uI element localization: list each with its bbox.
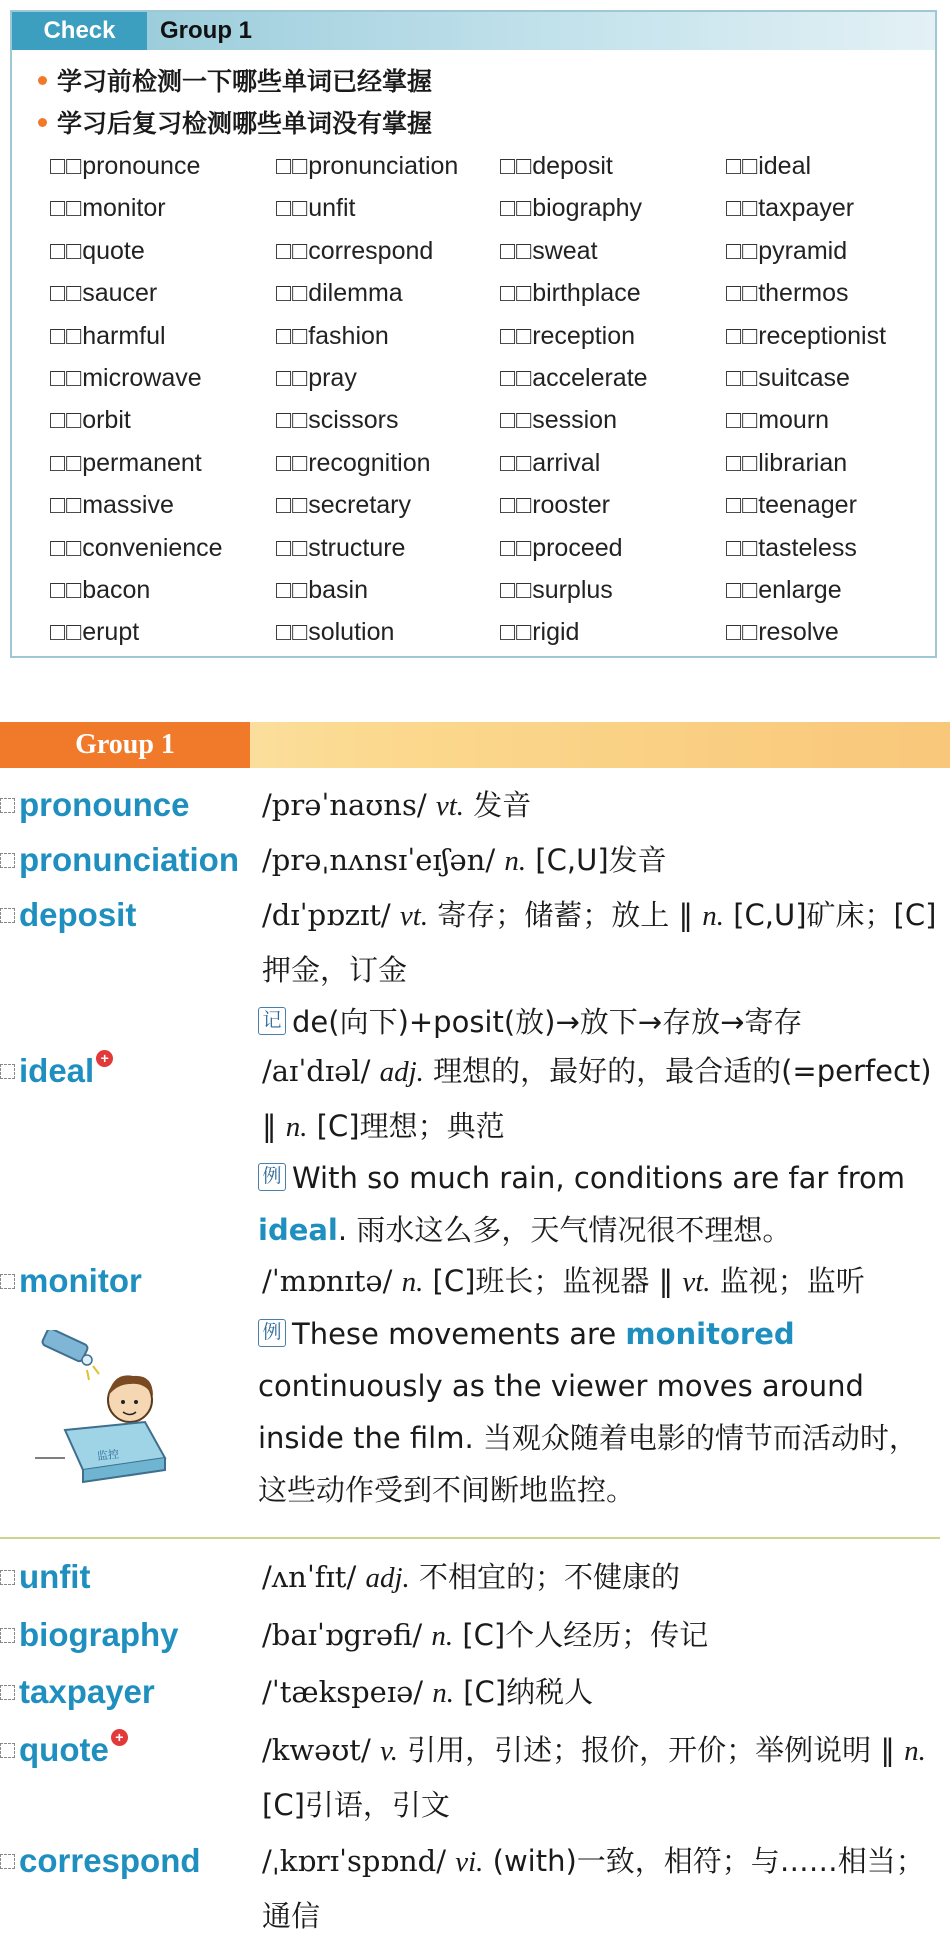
checkbox-pair-icon[interactable]: □□ [500, 321, 533, 350]
headword: pronounce [0, 786, 190, 824]
checklist-item[interactable] [50, 194, 166, 223]
checklist-word: erupt [82, 618, 140, 647]
checkbox-pair-icon[interactable]: □□ [726, 363, 759, 392]
check-tab: Check [12, 12, 147, 50]
headword: unfit [0, 1558, 90, 1596]
checklist-word: quote [82, 236, 145, 265]
checklist-item[interactable] [726, 576, 842, 605]
checklist-item[interactable] [50, 322, 166, 351]
group-banner [0, 722, 950, 768]
checklist-item[interactable] [276, 279, 403, 308]
checkbox-pair-icon[interactable]: □□ [500, 618, 533, 647]
checklist-row [50, 618, 930, 660]
checkbox-pair-icon[interactable]: □□ [276, 491, 309, 520]
checklist-item[interactable] [726, 491, 857, 520]
checkbox-pair-icon[interactable]: □□ [276, 194, 309, 223]
checklist-item[interactable] [50, 491, 174, 520]
checkbox-pair-icon[interactable]: □□ [500, 575, 533, 604]
checkbox-pair-icon[interactable]: □□ [50, 194, 83, 223]
checkbox-pair-icon[interactable]: □□ [276, 279, 309, 308]
headword: pronunciation [0, 841, 239, 879]
checklist-word: solution [308, 618, 395, 647]
headword: quote + [0, 1731, 128, 1769]
checkbox-pair-icon[interactable]: □□ [50, 152, 83, 180]
check-panel [10, 10, 937, 658]
checkbox-pair-icon[interactable]: □□ [276, 533, 309, 562]
checklist-word: mourn [758, 406, 830, 435]
checklist-word: saucer [82, 279, 158, 308]
definition: /kwəʊt/ v. 引用，引述；报价，开价；举例说明 ‖ n. [C]引语，引文 [262, 1733, 926, 1822]
checklist-item[interactable] [50, 534, 223, 563]
plus-badge-icon: + [96, 1050, 113, 1067]
checklist-item[interactable] [276, 406, 399, 435]
checkbox-icon[interactable] [0, 1743, 15, 1758]
checkbox-pair-icon[interactable]: □□ [50, 618, 83, 647]
checklist-word: arrival [532, 448, 601, 477]
checklist-word: enlarge [758, 575, 842, 604]
checklist-word: ideal [758, 152, 812, 180]
check-group-label: Group 1 [160, 17, 253, 44]
headword: taxpayer [0, 1673, 155, 1711]
checklist-word: pyramid [758, 236, 848, 265]
checklist-word: deposit [532, 152, 613, 180]
checkbox-pair-icon[interactable]: □□ [276, 448, 309, 477]
memo-line: 记 de(向下)+posit(放)→放下→存放→寄存 [258, 996, 942, 1048]
checkbox-pair-icon[interactable]: □□ [726, 491, 759, 520]
checklist-word: proceed [532, 533, 623, 562]
checklist-item[interactable] [276, 152, 458, 181]
checkbox-icon[interactable] [0, 1628, 15, 1643]
checklist-item[interactable] [50, 279, 157, 308]
checklist-item[interactable] [50, 576, 150, 605]
checkbox-pair-icon[interactable]: □□ [50, 448, 83, 477]
definition: /ˌkɒrɪˈspɒnd/ vi. (with)一致，相符；与……相当；通信 [262, 1844, 925, 1933]
checklist-word: monitor [82, 194, 166, 223]
checkbox-pair-icon[interactable]: □□ [500, 406, 533, 435]
checkbox-pair-icon[interactable]: □□ [726, 279, 759, 308]
checklist-item[interactable] [50, 364, 202, 393]
checklist-item[interactable] [50, 406, 131, 435]
checklist-item[interactable] [726, 406, 829, 435]
checklist-word: accelerate [532, 363, 648, 392]
checklist-word: harmful [82, 321, 166, 350]
checklist-word: pronounce [82, 152, 201, 180]
checklist-word: recognition [308, 448, 431, 477]
camera-icon [41, 1330, 99, 1380]
checklist-word: thermos [758, 279, 849, 308]
checklist-item[interactable] [726, 152, 811, 181]
checklist-row [50, 576, 930, 618]
checklist-item[interactable] [50, 237, 145, 266]
checkbox-pair-icon[interactable]: □□ [276, 618, 309, 647]
checklist-item[interactable] [500, 237, 598, 266]
checkbox-pair-icon[interactable]: □□ [726, 448, 759, 477]
word-grid [50, 152, 930, 661]
desk-label: 监控 [96, 1447, 120, 1463]
checkbox-pair-icon[interactable]: □□ [276, 363, 309, 392]
checklist-word: bacon [82, 575, 151, 604]
checklist-word: convenience [82, 533, 223, 562]
checklist-word: scissors [308, 406, 399, 435]
checkbox-pair-icon[interactable]: □□ [726, 575, 759, 604]
definition: /ʌnˈfɪt/ adj. 不相宜的；不健康的 [262, 1560, 680, 1594]
headword: deposit [0, 896, 136, 934]
monitor-illustration [35, 1330, 175, 1490]
checklist-word: fashion [308, 321, 389, 350]
checklist-word: secretary [308, 491, 412, 520]
checkbox-pair-icon[interactable]: □□ [50, 279, 83, 308]
checklist-word: permanent [82, 448, 202, 477]
checklist-item[interactable] [500, 491, 610, 520]
definition: /baɪˈɒgrəfi/ n. [C]个人经历；传记 [262, 1618, 709, 1652]
checklist-word: teenager [758, 491, 857, 520]
checklist-word: surplus [532, 575, 613, 604]
checklist-item[interactable] [276, 534, 405, 563]
checkbox-icon[interactable] [0, 1685, 15, 1700]
headword: monitor [0, 1262, 142, 1300]
checklist-item[interactable] [50, 618, 139, 647]
checklist-item[interactable] [276, 491, 411, 520]
checkbox-icon[interactable] [0, 1570, 15, 1585]
checklist-word: correspond [308, 236, 434, 265]
checkbox-pair-icon[interactable]: □□ [276, 152, 309, 180]
desk-icon [65, 1422, 165, 1482]
checklist-item[interactable] [276, 322, 389, 351]
checklist-word: receptionist [758, 321, 887, 350]
student-figure [108, 1375, 153, 1422]
checkbox-icon[interactable] [0, 1274, 15, 1289]
example-tag: 例 [258, 1319, 286, 1347]
memo-tag: 记 [258, 1007, 286, 1035]
checkbox-pair-icon[interactable]: □□ [50, 575, 83, 604]
checkbox-pair-icon[interactable]: □□ [50, 321, 83, 350]
definition: /ˈmɒnɪtə/ n. [C]班长；监视器 ‖ vt. 监视；监听 [262, 1264, 865, 1298]
plus-badge-icon: + [111, 1729, 128, 1746]
checklist-row [50, 194, 930, 236]
checklist-word: orbit [82, 406, 131, 435]
checkbox-pair-icon[interactable]: □□ [50, 406, 83, 435]
checkbox-pair-icon[interactable]: □□ [726, 194, 759, 223]
checklist-word: dilemma [308, 279, 403, 308]
checkbox-icon[interactable] [0, 798, 15, 813]
checklist-word: massive [82, 491, 174, 520]
checklist-item[interactable] [276, 576, 368, 605]
example-line: 例 With so much rain, conditions are far from ideal. 雨水这么多，天气情况很不理想。 [258, 1161, 906, 1247]
checklist-item[interactable] [726, 322, 886, 351]
checklist-item[interactable] [276, 237, 433, 266]
checklist-item[interactable] [500, 576, 613, 605]
checkbox-pair-icon[interactable]: □□ [276, 575, 309, 604]
checkbox-pair-icon[interactable]: □□ [276, 321, 309, 350]
checklist-row [50, 237, 930, 279]
bullet-after: 学习后复习检测哪些单词没有掌握 [38, 104, 432, 140]
checklist-row [50, 406, 930, 448]
checklist-word: rigid [532, 618, 580, 647]
checkbox-pair-icon[interactable]: □□ [500, 194, 533, 223]
checklist-row [50, 449, 930, 491]
definition: /prəˈnaʊns/ vt. 发音 [262, 788, 532, 822]
checkbox-icon[interactable] [0, 908, 15, 923]
bullet-dot-icon [38, 76, 47, 85]
definition: /prəˌnʌnsɪˈeɪʃən/ n. [C,U]发音 [262, 843, 667, 877]
checkbox-icon[interactable] [0, 853, 15, 868]
checklist-word: unfit [308, 194, 356, 223]
checkbox-pair-icon[interactable]: □□ [50, 533, 83, 562]
checkbox-pair-icon[interactable]: □□ [276, 236, 309, 265]
checklist-item[interactable] [276, 194, 355, 223]
checklist-item[interactable] [276, 364, 357, 393]
checkbox-pair-icon[interactable]: □□ [726, 406, 759, 435]
checklist-item[interactable] [276, 618, 394, 647]
checklist-word: pray [308, 363, 357, 392]
checklist-item[interactable] [500, 279, 641, 308]
checklist-item[interactable] [276, 449, 431, 478]
checklist-item[interactable] [500, 618, 579, 647]
bullet-before: 学习前检测一下哪些单词已经掌握 [38, 62, 432, 98]
checklist-item[interactable] [500, 152, 613, 181]
checkbox-pair-icon[interactable]: □□ [50, 236, 83, 265]
definition: /ˈtækspeɪə/ n. [C]纳税人 [262, 1675, 594, 1709]
checkbox-pair-icon[interactable]: □□ [50, 491, 83, 520]
checklist-word: taxpayer [758, 194, 855, 223]
checklist-word: resolve [758, 618, 839, 647]
checkbox-pair-icon[interactable]: □□ [500, 363, 533, 392]
checkbox-icon[interactable] [0, 1854, 15, 1869]
checklist-word: pronunciation [308, 152, 459, 180]
checklist-word: suitcase [758, 363, 850, 392]
checkbox-pair-icon[interactable]: □□ [500, 279, 533, 308]
section-divider [0, 1537, 940, 1539]
checkbox-pair-icon[interactable]: □□ [726, 236, 759, 265]
group-banner-tab: Group 1 [0, 722, 250, 768]
checklist-item[interactable] [726, 534, 857, 563]
checklist-item[interactable] [726, 194, 854, 223]
checkbox-pair-icon[interactable]: □□ [726, 533, 759, 562]
bullet-dot-icon [38, 118, 47, 127]
checklist-row [50, 491, 930, 533]
check-header [12, 12, 935, 50]
checklist-item[interactable] [50, 152, 200, 181]
checklist-item[interactable] [726, 449, 847, 478]
checklist-item[interactable] [500, 406, 617, 435]
checklist-word: birthplace [532, 279, 641, 308]
checklist-item[interactable] [500, 534, 623, 563]
example-line: 例 These movements are monitored continuously as the viewer moves around inside the film. 当观众随着电影的情节而活动时，这些动作受到不间断地监控。 [258, 1317, 918, 1507]
headword: biography [0, 1616, 179, 1654]
checklist-word: tasteless [758, 533, 857, 562]
definition: /dɪˈpɒzɪt/ vt. 寄存；储蓄；放上 ‖ n. [C,U]矿床；[C]押金，订金 [262, 898, 937, 987]
checklist-word: rooster [532, 491, 611, 520]
checkbox-pair-icon[interactable]: □□ [500, 491, 533, 520]
checklist-item[interactable] [500, 322, 635, 351]
checklist-word: biography [532, 194, 643, 223]
checklist-item[interactable] [500, 194, 642, 223]
checklist-row [50, 364, 930, 406]
checklist-row [50, 322, 930, 364]
checklist-item[interactable] [500, 364, 648, 393]
checklist-item[interactable] [726, 237, 847, 266]
checkbox-pair-icon[interactable]: □□ [50, 363, 83, 392]
checklist-word: basin [308, 575, 368, 604]
checkbox-pair-icon[interactable]: □□ [726, 152, 759, 180]
checklist-item[interactable] [726, 364, 850, 393]
headword: ideal + [0, 1052, 113, 1090]
checklist-word: reception [532, 321, 636, 350]
checkbox-pair-icon[interactable]: □□ [500, 152, 533, 180]
checklist-item[interactable] [726, 279, 849, 308]
checklist-item[interactable] [726, 618, 839, 647]
checklist-word: session [532, 406, 617, 435]
checkbox-pair-icon[interactable]: □□ [276, 406, 309, 435]
checklist-word: structure [308, 533, 406, 562]
checkbox-icon[interactable] [0, 1064, 15, 1079]
checkbox-pair-icon[interactable]: □□ [500, 236, 533, 265]
headword: correspond [0, 1842, 201, 1880]
checkbox-pair-icon[interactable]: □□ [500, 448, 533, 477]
checkbox-pair-icon[interactable]: □□ [726, 618, 759, 647]
checklist-word: librarian [758, 448, 848, 477]
checklist-word: sweat [532, 236, 598, 265]
checklist-row [50, 152, 930, 194]
checkbox-pair-icon[interactable]: □□ [726, 321, 759, 350]
checklist-row [50, 279, 930, 321]
checklist-word: microwave [82, 363, 202, 392]
checklist-item[interactable] [50, 449, 202, 478]
checklist-item[interactable] [500, 449, 600, 478]
example-tag: 例 [258, 1163, 286, 1191]
definition: /aɪˈdɪəl/ adj. 理想的，最好的，最合适的(=perfect) ‖ n. [C]理想；典范 [262, 1054, 932, 1143]
checkbox-pair-icon[interactable]: □□ [500, 533, 533, 562]
checklist-row [50, 534, 930, 576]
